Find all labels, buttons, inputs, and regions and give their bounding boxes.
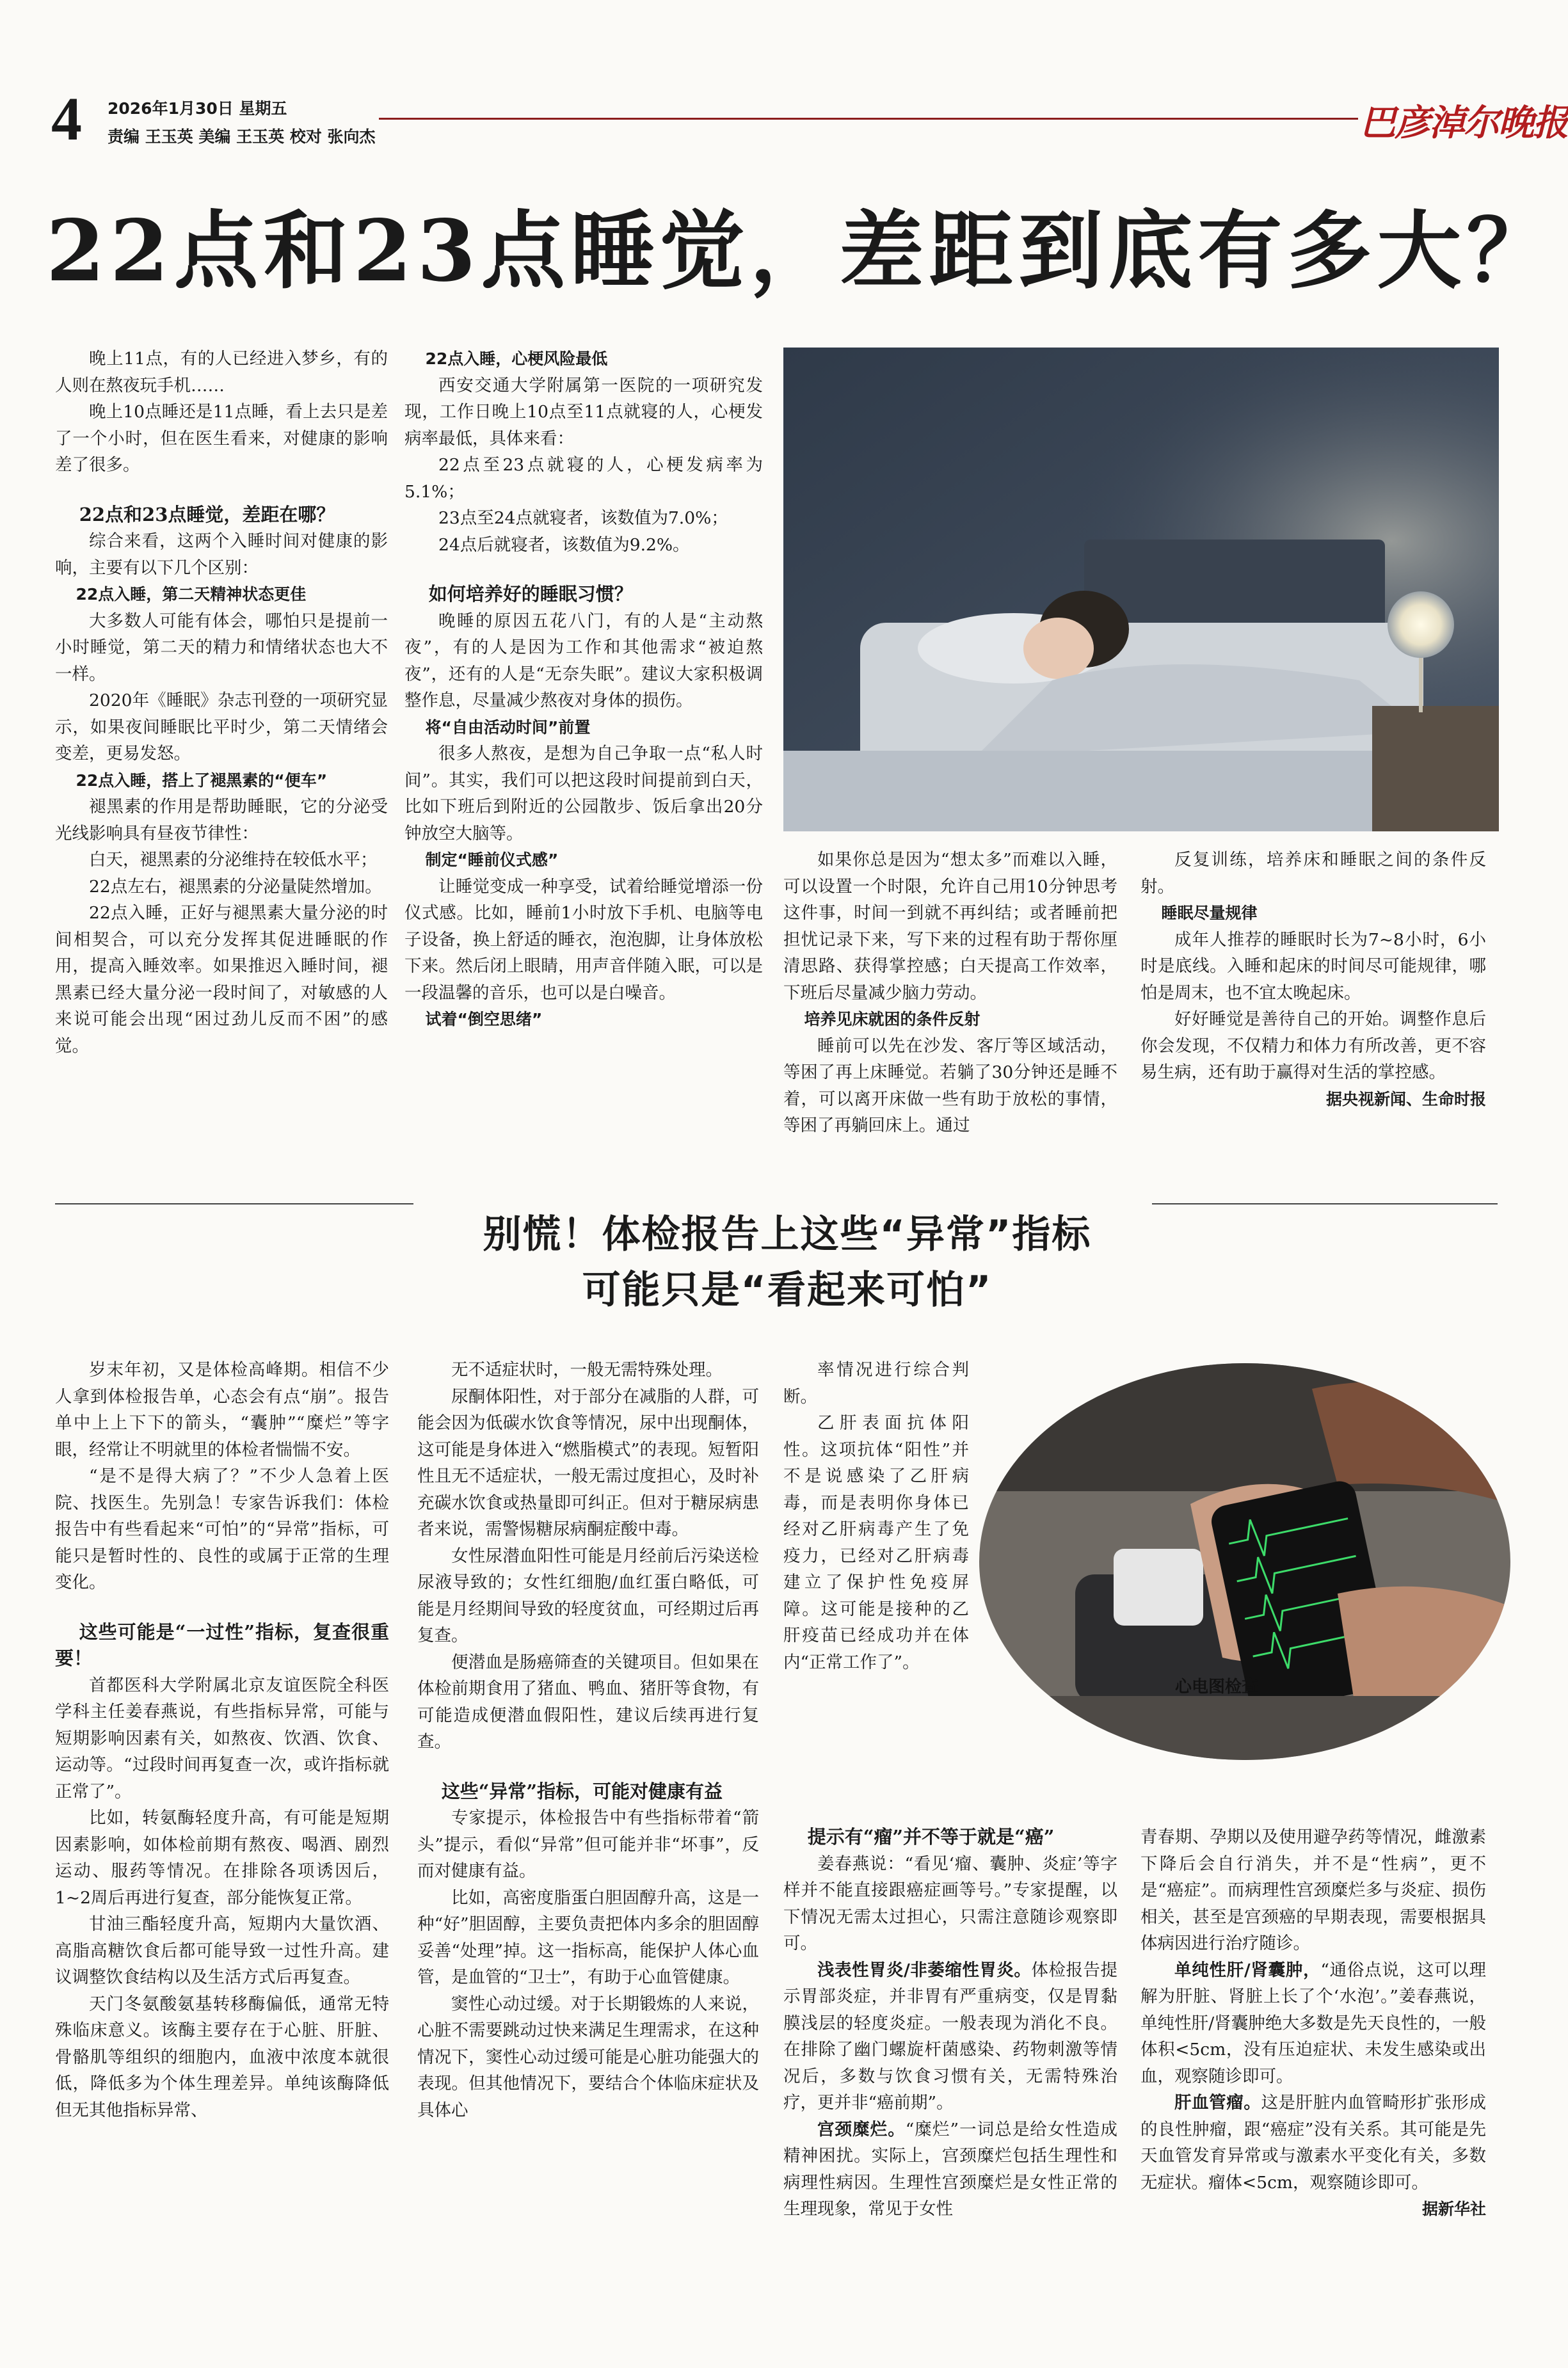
paragraph: 24点后就寝者，该数值为9.2%。 (438, 534, 690, 555)
subheading: 试着“倒空思绪” (425, 1010, 543, 1028)
section-heading: 如何培养好的睡眠习惯？ (428, 583, 633, 605)
paragraph (1140, 2090, 1486, 2196)
subheading: 22点入睡，心梗风险最低 (425, 349, 608, 368)
inline-heading: 宫颈糜烂。 (817, 2119, 906, 2140)
section-heading: 提示有“瘤”并不等于就是“癌” (807, 1826, 1055, 1848)
paragraph: 反复训练，培养床和睡眠之间的条件反射。 (1140, 850, 1486, 897)
paragraph: 成年人推荐的睡眠时长为7~8小时，6小时是底线。入睡和起床的时间尽可能规律，哪怕是周末，也不宜太晚起床。 (1140, 929, 1486, 1003)
paragraph-text: “糜烂”一词总是给女性造成精神困扰。实际上，宫颈糜烂包括生理性和病理性病因。生理性宫颈糜烂是女性正常的生理现象，常见于女性 (783, 2119, 1117, 2219)
article-source: 据新华社 (1421, 2200, 1486, 2218)
article2-column-3-top (783, 1357, 969, 1676)
paragraph: 很多人熬夜，是想为自己争取一点“私人时间”。其实，我们可以把这段时间提前到白天，比如下班后到附近的公园散步、饭后拿出20分钟放空大脑等。 (404, 744, 763, 844)
subheading: 将“自由活动时间”前置 (425, 717, 591, 737)
section-heading: 22点和23点睡觉，差距在哪？ (79, 503, 335, 525)
bedroom-illustration (783, 348, 1499, 831)
paragraph: 22点至23点就寝的人，心梗发病率为5.1%； (404, 455, 763, 502)
paragraph: 甘油三酯轻度升高，短期内大量饮酒、高脂高糖饮食后都可能导致一过性升高。建议调整饮食结构以及生活方式后再复查。 (55, 1914, 389, 1987)
issue-date: 2026年1月30日 星期五 (108, 99, 287, 118)
paragraph: 晚上10点睡还是11点睡，看上去只是差了一个小时，但在医生看来，对健康的影响差了很多。 (55, 402, 388, 475)
article2-column-2 (417, 1357, 759, 2124)
photo-caption: 心电图检查 (1175, 1677, 1259, 1697)
article2-column-4 (1140, 1824, 1486, 2223)
paragraph: 窦性心动过缓。对于长期锻炼的人来说，心脏不需要跳动过快来满足生理需求，在这种情况下，窦性心动过缓可能是心脏功能强大的表现。但其他情况下，要结合个体临床症状及具体心 (417, 1994, 759, 2120)
inline-heading: 浅表性胃炎/非萎缩性胃炎。 (817, 1960, 1032, 1980)
paragraph: 比如，高密度脂蛋白胆固醇升高，这是一种“好”胆固醇，主要负责把体内多余的胆固醇妥善“处理”掉。这一指标高，能保护人体心血管，是血管的“卫士”，有助于心血管健康。 (417, 1887, 759, 1987)
paragraph: 天门冬氨酸氨基转移酶偏低，通常无特殊临床意义。该酶主要存在于心脏、肝脏、骨骼肌等组织的细胞内，血液中浓度本就很低，降低多为个体生理差异。单纯该酶降低但无其他指标异常、 (55, 1994, 389, 2120)
paragraph: 22点入睡，正好与褪黑素大量分泌的时间相契合，可以充分发挥其促进睡眠的作用，提高入睡效率。如果推迟入睡时间，褪黑素已经大量分泌一段时间了，对敏感的人来说可能会出现“困过劲儿反而不困”的感觉。 (55, 903, 388, 1056)
paragraph: 晚睡的原因五花八门，有的人是“主动熬夜”，有的人是因为工作和其他需求“被迫熬夜”，还有的人是“无奈失眠”。建议大家积极调整作息，尽量减少熬夜对身体的损伤。 (404, 611, 763, 710)
paragraph-text: 体检报告提示胃部炎症，并非胃有严重病变，仅是胃黏膜浅层的轻度炎症。一般表现为消化不良。在排除了幽门螺旋杆菌感染、药物刺激等情况后，多数与饮食习惯有关，无需特殊治疗，更并非“癌前期”。 (783, 1960, 1117, 2113)
paragraph: 白天，褪黑素的分泌维持在较低水平； (89, 850, 378, 870)
page-number: 4 (51, 84, 82, 153)
paragraph: 22点左右，褪黑素的分泌量陡然增加。 (89, 876, 382, 897)
article-source: 据央视新闻、生命时报 (1325, 1089, 1486, 1108)
article2-column-3 (783, 1824, 1117, 2223)
paragraph (783, 1957, 1117, 2116)
paragraph: 青春期、孕期以及使用避孕药等情况，雌激素下降后会自行消失，并不是“性病”，更不是“癌症”。而病理性宫颈糜烂多与炎症、损伤相关，甚至是宫颈癌的早期表现，需要根据具体病因进行治疗随诊。 (1140, 1827, 1486, 1953)
paragraph-text: 这是肝脏内血管畸形扩张形成的良性肿瘤，跟“癌症”没有关系。其可能是先天血管发育异常或与激素水平变化有关，多数无症状。瘤体<5cm，观察随诊即可。 (1140, 2093, 1487, 2193)
inline-heading: 肝血管瘤。 (1174, 2093, 1261, 2113)
paragraph: 23点至24点就寝者，该数值为7.0%； (438, 508, 728, 528)
article2-headline-line1: 别慌！体检报告上这些“异常”指标 (483, 1212, 1092, 1257)
subheading: 22点入睡，搭上了褪黑素的“便车” (76, 771, 328, 790)
header-rule (379, 118, 1358, 120)
paragraph: 专家提示，体检报告中有些指标带着“箭头”提示，看似“异常”但可能并非“坏事”，反而对健康有益。 (417, 1808, 759, 1881)
article2-headline-line2: 可能只是“看起来可怕” (582, 1268, 993, 1313)
sleeping-woman-photo (783, 348, 1499, 831)
paragraph: 综合来看，这两个入睡时间对健康的影响，主要有以下几个区别： (55, 531, 388, 578)
subheading: 睡眠尽量规律 (1161, 904, 1258, 922)
paragraph: 率情况进行综合判断。 (783, 1360, 969, 1407)
paragraph: 如果你总是因为“想太多”而难以入睡，可以设置一个时限，允许自己用10分钟思考这件事，时间一到就不再纠结；或者睡前把担忧记录下来，写下来的过程有助于帮你厘清思路、获得掌控感；白天提高工作效率，下班后尽量减少脑力劳动。 (783, 850, 1117, 1003)
paragraph: 2020年《睡眠》杂志刊登的一项研究显示，如果夜间睡眠比平时少，第二天情绪会变差，更易发怒。 (55, 691, 388, 764)
article1-column-1 (55, 346, 388, 1059)
paragraph: 比如，转氨酶轻度升高，有可能是短期因素影响，如体检前期有熬夜、喝酒、剧烈运动、服药等情况。在排除各项诱因后，1~2周后再进行复查，部分能恢复正常。 (55, 1808, 389, 1908)
paragraph: 让睡觉变成一种享受，试着给睡觉增添一份仪式感。比如，睡前1小时放下手机、电脑等电子设备，换上舒适的睡衣，泡泡脚，让身体放松下来。然后闭上眼睛，用声音伴随入眠，可以是一段温馨的音乐，也可以是白噪音。 (404, 876, 763, 1003)
paragraph: 褪黑素的作用是帮助睡眠，它的分泌受光线影响具有昼夜节律性： (55, 797, 388, 844)
ecg-illustration (979, 1363, 1510, 1760)
paragraph: 首都医科大学附属北京友谊医院全科医学科主任姜春燕说，有些指标异常，可能与短期影响因素有关，如熬夜、饮酒、饮食、运动等。“过段时间再复查一次，或许指标就正常了”。 (55, 1675, 389, 1802)
paragraph: 便潜血是肠癌筛查的关键项目。但如果在体检前期食用了猪血、鸭血、猪肝等食物，有可能造成便潜血假阳性，建议后续再进行复查。 (417, 1652, 759, 1752)
ecg-exam-photo (979, 1363, 1510, 1760)
paragraph: “是不是得大病了？”不少人急着上医院、找医生。先别急！专家告诉我们：体检报告中有些看起来“可怕”的“异常”指标，可能只是暂时性的、良性的或属于正常的生理变化。 (55, 1466, 389, 1592)
paragraph: 女性尿潜血阳性可能是月经前后污染送检尿液导致的；女性红细胞/血红蛋白略低，可能是月经期间导致的轻度贫血，可经期过后再复查。 (417, 1546, 759, 1645)
divider-right (1152, 1203, 1498, 1204)
paragraph (1140, 1957, 1486, 2090)
paragraph: 大多数人可能有体会，哪怕只是提前一小时睡觉，第二天的精力和情绪状态也大不一样。 (55, 611, 388, 684)
paragraph: 睡前可以先在沙发、客厅等区域活动，等困了再上床睡觉。若躺了30分钟还是睡不着，可以离开床做一些有助于放松的事情，等困了再躺回床上。通过 (783, 1036, 1117, 1135)
subheading: 22点入睡，第二天精神状态更佳 (76, 585, 307, 604)
section-heading: 这些可能是“一过性”指标，复查很重要！ (55, 1620, 389, 1669)
article1-column-4 (1140, 847, 1486, 1112)
subheading: 制定“睡前仪式感” (425, 851, 559, 869)
section-heading: 这些“异常”指标，可能对健康有益 (441, 1780, 723, 1802)
paragraph: 无不适症状时，一般无需特殊处理。 (451, 1360, 723, 1380)
subheading: 培养见床就困的条件反射 (804, 1010, 980, 1028)
paragraph-text: “通俗点说，这可以理解为肝脏、肾脏上长了个‘水泡’。”姜春燕说，单纯性肝/肾囊肿绝大多数是先天良性的，一般体积<5cm，没有压迫症状、未发生感染或出血，观察随诊即可。 (1140, 1960, 1486, 2086)
article1-column-3 (783, 847, 1117, 1139)
paragraph: 西安交通大学附属第一医院的一项研究发现，工作日晚上10点至11点就寝的人，心梗发病率最低，具体来看： (404, 375, 763, 449)
paragraph: 岁末年初，又是体检高峰期。相信不少人拿到体检报告单，心态会有点“崩”。报告单中上上下下的箭头，“囊肿”“糜烂”等字眼，经常让不明就里的体检者惴惴不安。 (55, 1360, 389, 1460)
paragraph: 乙肝表面抗体阳性。这项抗体“阳性”并不是说感染了乙肝病毒，而是表明你身体已经对乙肝病毒产生了免疫力，已经对乙肝病毒建立了保护性免疫屏障。这可能是接种的乙肝疫苗已经成功并在体内“正常工作了”。 (783, 1413, 969, 1672)
paragraph (783, 2116, 1117, 2223)
inline-heading: 单纯性肝/肾囊肿， (1174, 1960, 1321, 1980)
divider-left (55, 1203, 413, 1204)
article-headline: 22点和23点睡觉，差距到底有多大？ (46, 202, 1556, 301)
paragraph: 晚上11点，有的人已经进入梦乡，有的人则在熬夜玩手机…… (55, 349, 388, 396)
article1-column-2 (404, 346, 763, 1033)
paragraph: 尿酮体阳性，对于部分在减脂的人群，可能会因为低碳水饮食等情况，尿中出现酮体，这可能是身体进入“燃脂模式”的表现。短暂阳性且无不适症状，一般无需过度担心，及时补充碳水饮食或热量即可纠正。但对于糖尿病患者来说，需警惕糖尿病酮症酸中毒。 (417, 1386, 759, 1539)
paragraph: 好好睡觉是善待自己的开始。调整作息后你会发现，不仅精力和体力有所改善，更不容易生病，还有助于赢得对生活的掌控感。 (1140, 1009, 1486, 1082)
newspaper-masthead: 巴彦淖尔晚报 (1360, 102, 1567, 144)
editor-credits: 责编 王玉英 美编 王玉英 校对 张向杰 (108, 127, 376, 146)
paragraph: 姜春燕说：“看见‘瘤、囊肿、炎症’等字样并不能直接跟癌症画等号。”专家提醒，以下情况无需太过担心，只需注意随诊观察即可。 (783, 1853, 1117, 1953)
article2-column-1 (55, 1357, 389, 2124)
